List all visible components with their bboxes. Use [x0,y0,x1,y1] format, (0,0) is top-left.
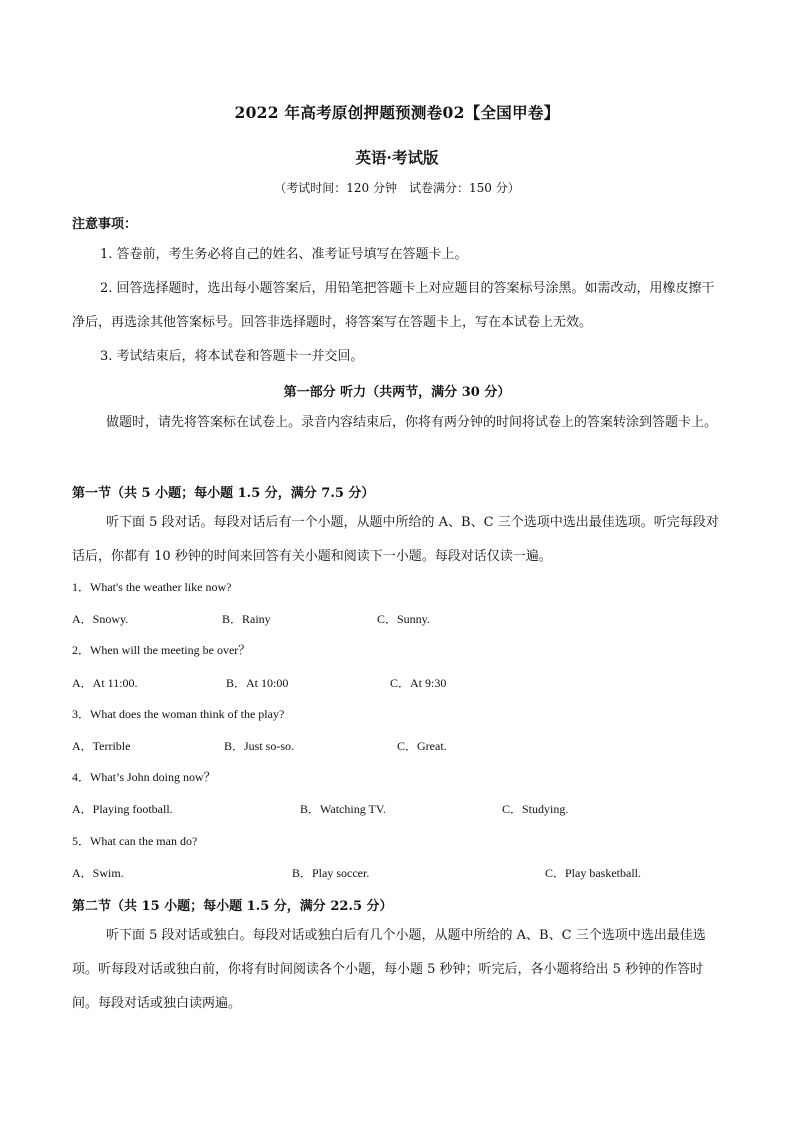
section1-intro: 听下面 5 段对话。每段对话后有一个小题，从题中所给的 A、B、C 三个选项中选出最佳选项。听完每段对话后，你都有 10 秒钟的时间来回答有关小题和阅读下一小题。每段对话仅读一遍。 [72,515,719,564]
option-c: C．Play basketball. [545,866,641,880]
option-a: A．Playing football. [72,802,173,816]
question-text: 4．What’s John doing now？ [72,770,216,784]
option-c: C．Great. [397,739,447,753]
option-b: B．Play soccer. [292,866,370,880]
notice-item: 1. 答卷前，考生务必将自己的姓名、准考证号填写在答题卡上。 [100,247,468,262]
section2-intro: 听下面 5 段对话或独白。每段对话或独白后有几个小题，从题中所给的 A、B、C 三个选项中选出最佳选项。听每段对话或独白前，你将有时间阅读各个小题，每小题 5 秒钟；听完后，各小题将给出 5 秒钟的作答时间。每段对话或独白读两遍。 [72,928,706,1011]
option-b: B．At 10:00 [226,676,289,690]
notice-item: 2. 回答选择题时，选出每小题答案后，用铅笔把答题卡上对应题目的答案标号涂黑。如需改动，用橡皮擦干净后，再选涂其他答案标号。回答非选择题时，将答案写在答题卡上，写在本试卷上无效。 [72,281,715,330]
option-b: B．Watching TV. [300,802,386,816]
option-b: B．Rainy [222,612,271,626]
question-text: 5．What can the man do? [72,834,198,848]
notice-item: 3. 考试结束后，将本试卷和答题卡一并交回。 [100,349,364,364]
part1-heading: 第一部分 听力（共两节，满分 30 分） [283,385,511,400]
option-a: A．At 11:00. [72,676,138,690]
option-c: C．Sunny. [377,612,430,626]
section2-heading: 第二节（共 15 小题；每小题 1.5 分，满分 22.5 分） [72,899,393,914]
notice-heading: 注意事项： [72,217,138,232]
section1-heading: 第一节（共 5 小题；每小题 1.5 分，满分 7.5 分） [72,486,375,501]
part1-intro: 做题时，请先将答案标在试卷上。录音内容结束后，你将有两分钟的时间将试卷上的答案转涂到答题卡上。 [106,415,718,430]
option-c: C．At 9:30 [390,676,447,690]
option-a: A．Swim. [72,866,124,880]
option-b: B．Just so-so. [224,739,295,753]
option-a: A．Terrible [72,739,131,753]
option-c: C．Studying. [502,802,569,816]
option-a: A．Snowy. [72,612,129,626]
question-text: 1．What's the weather like now? [72,580,232,594]
exam-subtitle: 英语·考试版 [355,148,439,167]
question-text: 3．What does the woman think of the play? [72,707,285,721]
question-text: 2．When will the meeting be over？ [72,643,251,657]
exam-time-info: （考试时间：120 分钟 试卷满分：150 分） [274,181,520,195]
exam-title: 2022 年高考原创押题预测卷02【全国甲卷】 [234,103,560,122]
